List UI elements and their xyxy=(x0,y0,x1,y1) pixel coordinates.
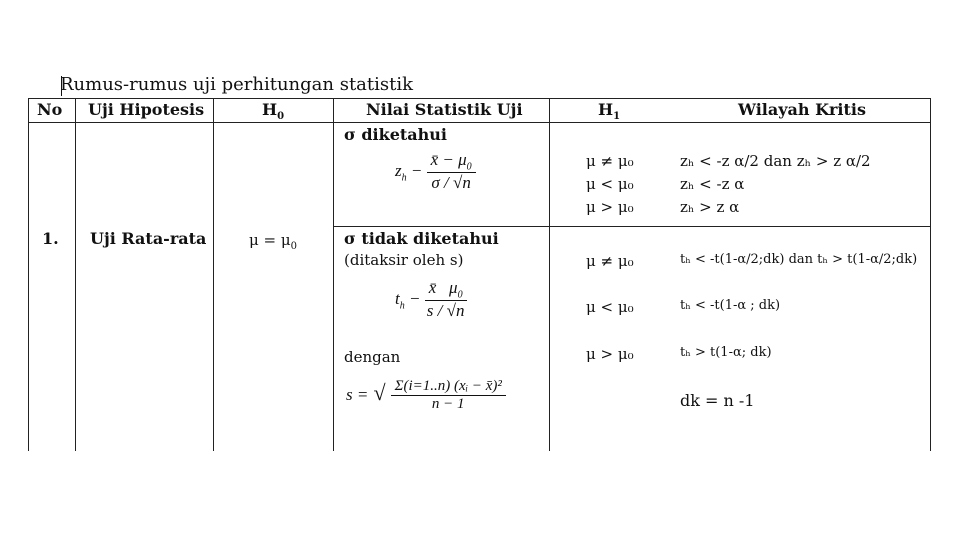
t-lhs: $t_h$ − xyxy=(395,289,425,312)
z-symbol: z xyxy=(395,161,402,181)
z-numerator-sub: 0 xyxy=(466,161,472,173)
known-critical-list xyxy=(680,150,871,219)
header-h1 xyxy=(598,100,620,122)
sigma-unknown-label: σ tidak diketahui xyxy=(344,229,499,248)
h0-value xyxy=(249,231,297,252)
t-denominator: s / √n xyxy=(426,301,465,321)
col-line xyxy=(28,98,29,451)
s-numerator: Σ(i=1..n) (xᵢ − x̄)² xyxy=(391,378,506,396)
h1-sub: 1 xyxy=(613,111,621,123)
header-uji-hipotesis: Uji Hipotesis xyxy=(88,100,205,119)
row-divider xyxy=(333,226,931,227)
critical-item: zₕ > z α xyxy=(680,198,740,216)
z-numerator-text: x̄ − μ xyxy=(430,150,467,169)
col-line xyxy=(333,98,334,451)
t-formula xyxy=(395,278,467,321)
h0-text: μ = μ xyxy=(249,231,291,249)
estimated-note: (ditaksir oleh s) xyxy=(344,251,464,269)
t-fraction xyxy=(425,278,467,321)
header-nilai-statistik: Nilai Statistik Uji xyxy=(366,100,523,119)
row-number: 1. xyxy=(42,229,59,248)
h0-value-sub: 0 xyxy=(290,241,297,252)
h1-item: μ < μ₀ xyxy=(586,298,634,316)
t-numerator-sub: 0 xyxy=(457,289,463,301)
critical-item: tₕ < -t(1-α/2;dk) dan tₕ > t(1-α/2;dk) xyxy=(680,252,918,267)
table-border-top xyxy=(28,98,931,99)
header-h0 xyxy=(262,100,284,122)
page-title: Rumus-rumus uji perhitungan statistik xyxy=(60,74,414,95)
col-line xyxy=(213,98,214,451)
z-numerator xyxy=(427,150,476,173)
critical-item: zₕ < -z α/2 dan zₕ > z α/2 xyxy=(680,152,871,170)
s-formula xyxy=(346,378,506,413)
t-sub: h xyxy=(399,300,405,312)
sqrt-icon: √ xyxy=(373,380,386,405)
h0-label: H xyxy=(262,100,278,119)
s-lhs: s = xyxy=(346,385,369,404)
h1-item: μ ≠ μ₀ xyxy=(586,152,634,170)
col-line xyxy=(930,98,931,451)
critical-item: tₕ < -t(1-α ; dk) xyxy=(680,298,781,313)
z-lhs: $z_h$ − xyxy=(395,161,427,184)
known-h1-list xyxy=(586,150,634,219)
t-numerator xyxy=(425,278,467,301)
header-wilayah-kritis: Wilayah Kritis xyxy=(738,100,866,119)
h1-label: H xyxy=(598,100,614,119)
sigma-known-label: σ diketahui xyxy=(344,125,447,144)
col-line xyxy=(549,98,550,451)
z-formula xyxy=(395,150,476,193)
h1-item: μ > μ₀ xyxy=(586,345,634,363)
h1-item: μ < μ₀ xyxy=(586,175,634,193)
degrees-of-freedom: dk = n -1 xyxy=(680,391,755,410)
h1-item: μ ≠ μ₀ xyxy=(586,252,634,270)
z-fraction xyxy=(427,150,476,193)
critical-item: tₕ > t(1-α; dk) xyxy=(680,345,772,360)
t-numerator-text: x̄ μ xyxy=(428,278,458,297)
h0-sub: 0 xyxy=(277,111,285,123)
s-fraction xyxy=(391,378,506,413)
critical-item: zₕ < -z α xyxy=(680,175,745,193)
t-symbol: t xyxy=(395,289,400,309)
z-denominator: σ / √n xyxy=(431,173,471,193)
z-sub: h xyxy=(401,172,407,184)
test-name: Uji Rata-rata xyxy=(90,229,207,248)
s-denominator: n − 1 xyxy=(431,396,465,412)
header-no: No xyxy=(37,100,63,119)
col-line xyxy=(75,98,76,451)
h1-item: μ > μ₀ xyxy=(586,198,634,216)
dengan-label: dengan xyxy=(344,348,401,366)
header-divider xyxy=(28,122,931,123)
